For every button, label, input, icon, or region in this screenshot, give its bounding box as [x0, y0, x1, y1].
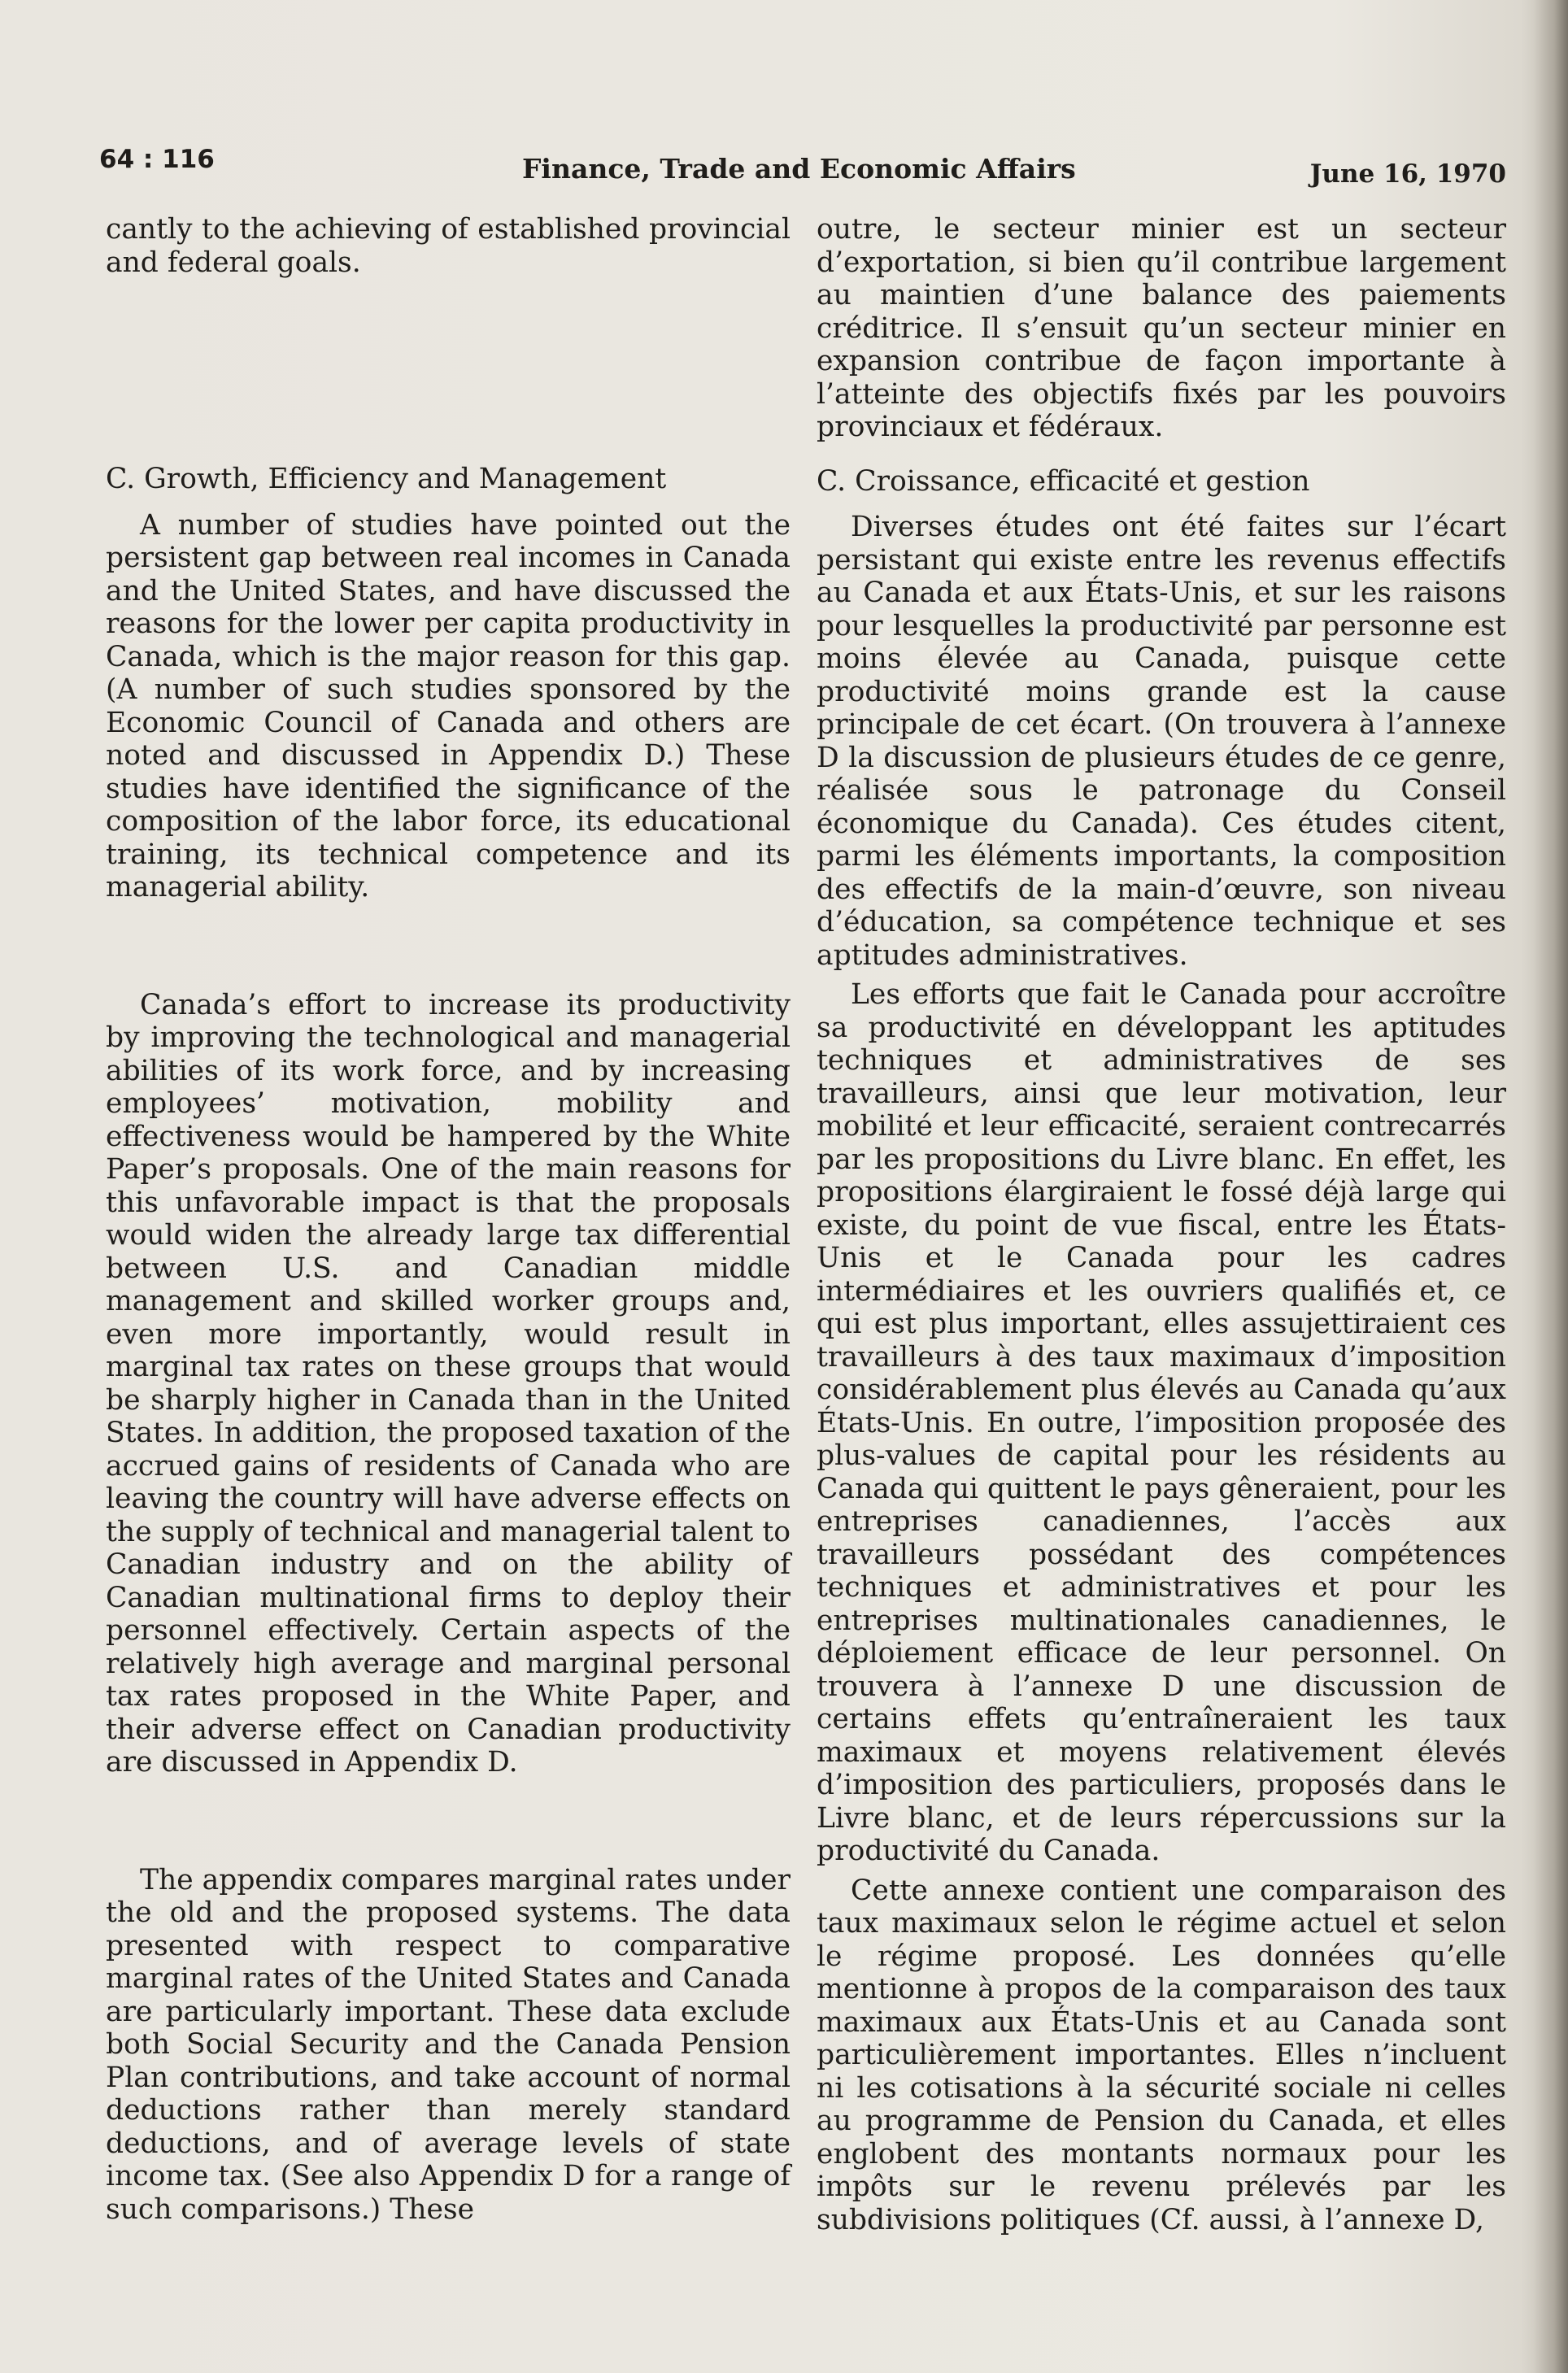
english-paragraph-appendix: The appendix compares marginal rates under the old and the proposed systems. The data presented with respect to comparative marginal rates of the United States and Canada are particularly important. These data exclude both Social Security and the Canada Pension Plan contributions, and take account of normal deductions rather than merely standard deductions, and of average levels of state income tax. (See also Appendix D for a range of such comparisons.) These: [106, 1863, 791, 2226]
english-paragraph-studies: A number of studies have pointed out the persistent gap between real incomes in Canada and the United States, and have discussed the reasons for the lower per capita productivity in Canada, which is the major reason for this gap. (A number of such studies sponsored by the Economic Council of Canada and others are noted and discussed in Appendix D.) These studies have identified the significance of the composition of the labor force, its educational training, its technical competence and its managerial ability.: [106, 508, 791, 903]
french-section-heading: C. Croissance, efficacité et gestion: [817, 464, 1310, 498]
english-section-heading: C. Growth, Efficiency and Management: [106, 463, 667, 495]
page-number: 64 : 116: [99, 145, 215, 174]
page-header: [99, 145, 1506, 194]
english-paragraph-continued: cantly to the achieving of established provincial and federal goals.: [106, 213, 791, 279]
french-paragraph-etudes: Diverses études ont été faites sur l’écart persistant qui existe entre les revenus effectifs au Canada et aux États-Unis, et sur les raisons pour lesquelles la productivité par personne est moins élevée au Canada, puisque cette productivité moins grande est la cause principale de cet écart. (On trouvera à l’annexe D la discussion de plusieurs études de ce genre, réalisée sous le patronage du Conseil économique du Canada). Ces études citent, parmi les éléments importants, la composition des effectifs de la main-d’œuvre, son niveau d’éducation, sa compétence technique et ses aptitudes administratives.: [817, 511, 1506, 972]
english-paragraph-effort: Canada’s effort to increase its productivity by improving the technological and managerial abilities of its work force, and by increasing employees’ motivation, mobility and effectiveness would be hampered by the White Paper’s proposals. One of the main reasons for this unfavorable impact is that the proposals would widen the already large tax differential between U.S. and Canadian middle management and skilled worker groups and, even more importantly, would result in marginal tax rates on these groups that would be sharply higher in Canada than in the United States. In addition, the proposed taxation of the accrued gains of residents of Canada who are leaving the country will have adverse effects on the supply of technical and managerial talent to Canadian industry and on the ability of Canadian multinational firms to deploy their personnel effectively. Certain aspects of the relatively high average and marginal personal tax rates proposed in the White Paper, and their adverse effect on Canadian productivity are discussed in Appendix D.: [106, 988, 791, 1779]
header-date: June 16, 1970: [1309, 159, 1506, 189]
running-title: Finance, Trade and Economic Affairs: [522, 153, 1076, 185]
english-column: [106, 213, 791, 2226]
page-edge-shadow: [1534, 0, 1568, 2373]
french-column: [817, 213, 1506, 2236]
french-paragraph-annexe: Cette annexe contient une comparaison des taux maximaux selon le régime actuel et selon le régime proposé. Les données qu’elle mentionne à propos de la comparaison des taux maximaux aux États-Unis et au Canada sont particulièrement importantes. Elles n’incluent ni les cotisations à la sécurité sociale ni celles au programme de Pension du Canada, et elles englobent des montants normaux pour les impôts sur le revenu prélevés par les subdivisions politiques (Cf. aussi, à l’annexe D,: [817, 1874, 1506, 2236]
french-paragraph-efforts: Les efforts que fait le Canada pour accroître sa productivité en développant les aptitudes techniques et administratives de ses travailleurs, ainsi que leur motivation, leur mobilité et leur efficacité, seraient contrecarrés par les propositions du Livre blanc. En effet, les propositions élargiraient le fossé déjà large qui existe, du point de vue fiscal, entre les États-Unis et le Canada pour les cadres intermédiaires et les ouvriers qualifiés et, ce qui est plus important, elles assujettiraient ces travailleurs à des taux maximaux d’imposition considérablement plus élevés au Canada qu’aux États-Unis. En outre, l’imposition proposée des plus-values de capital pour les résidents au Canada qui quittent le pays gêneraient, pour les entreprises canadiennes, l’accès aux travailleurs possédant des compétences techniques et administratives et pour les entreprises multinationales canadiennes, le déploiement efficace de leur personnel. On trouvera à l’annexe D une discussion de certains effets qu’entraîneraient les taux maximaux et moyens relativement élevés d’imposition des particuliers, proposés dans le Livre blanc, et de leurs répercussions sur la productivité du Canada.: [817, 978, 1506, 1867]
french-paragraph-continued: outre, le secteur minier est un secteur d’exportation, si bien qu’il contribue largement au maintien d’une balance des paiements créditrice. Il s’ensuit qu’un secteur minier en expansion contribue de façon importante à l’atteinte des objectifs fixés par les pouvoirs provinciaux et fédéraux.: [817, 213, 1506, 443]
